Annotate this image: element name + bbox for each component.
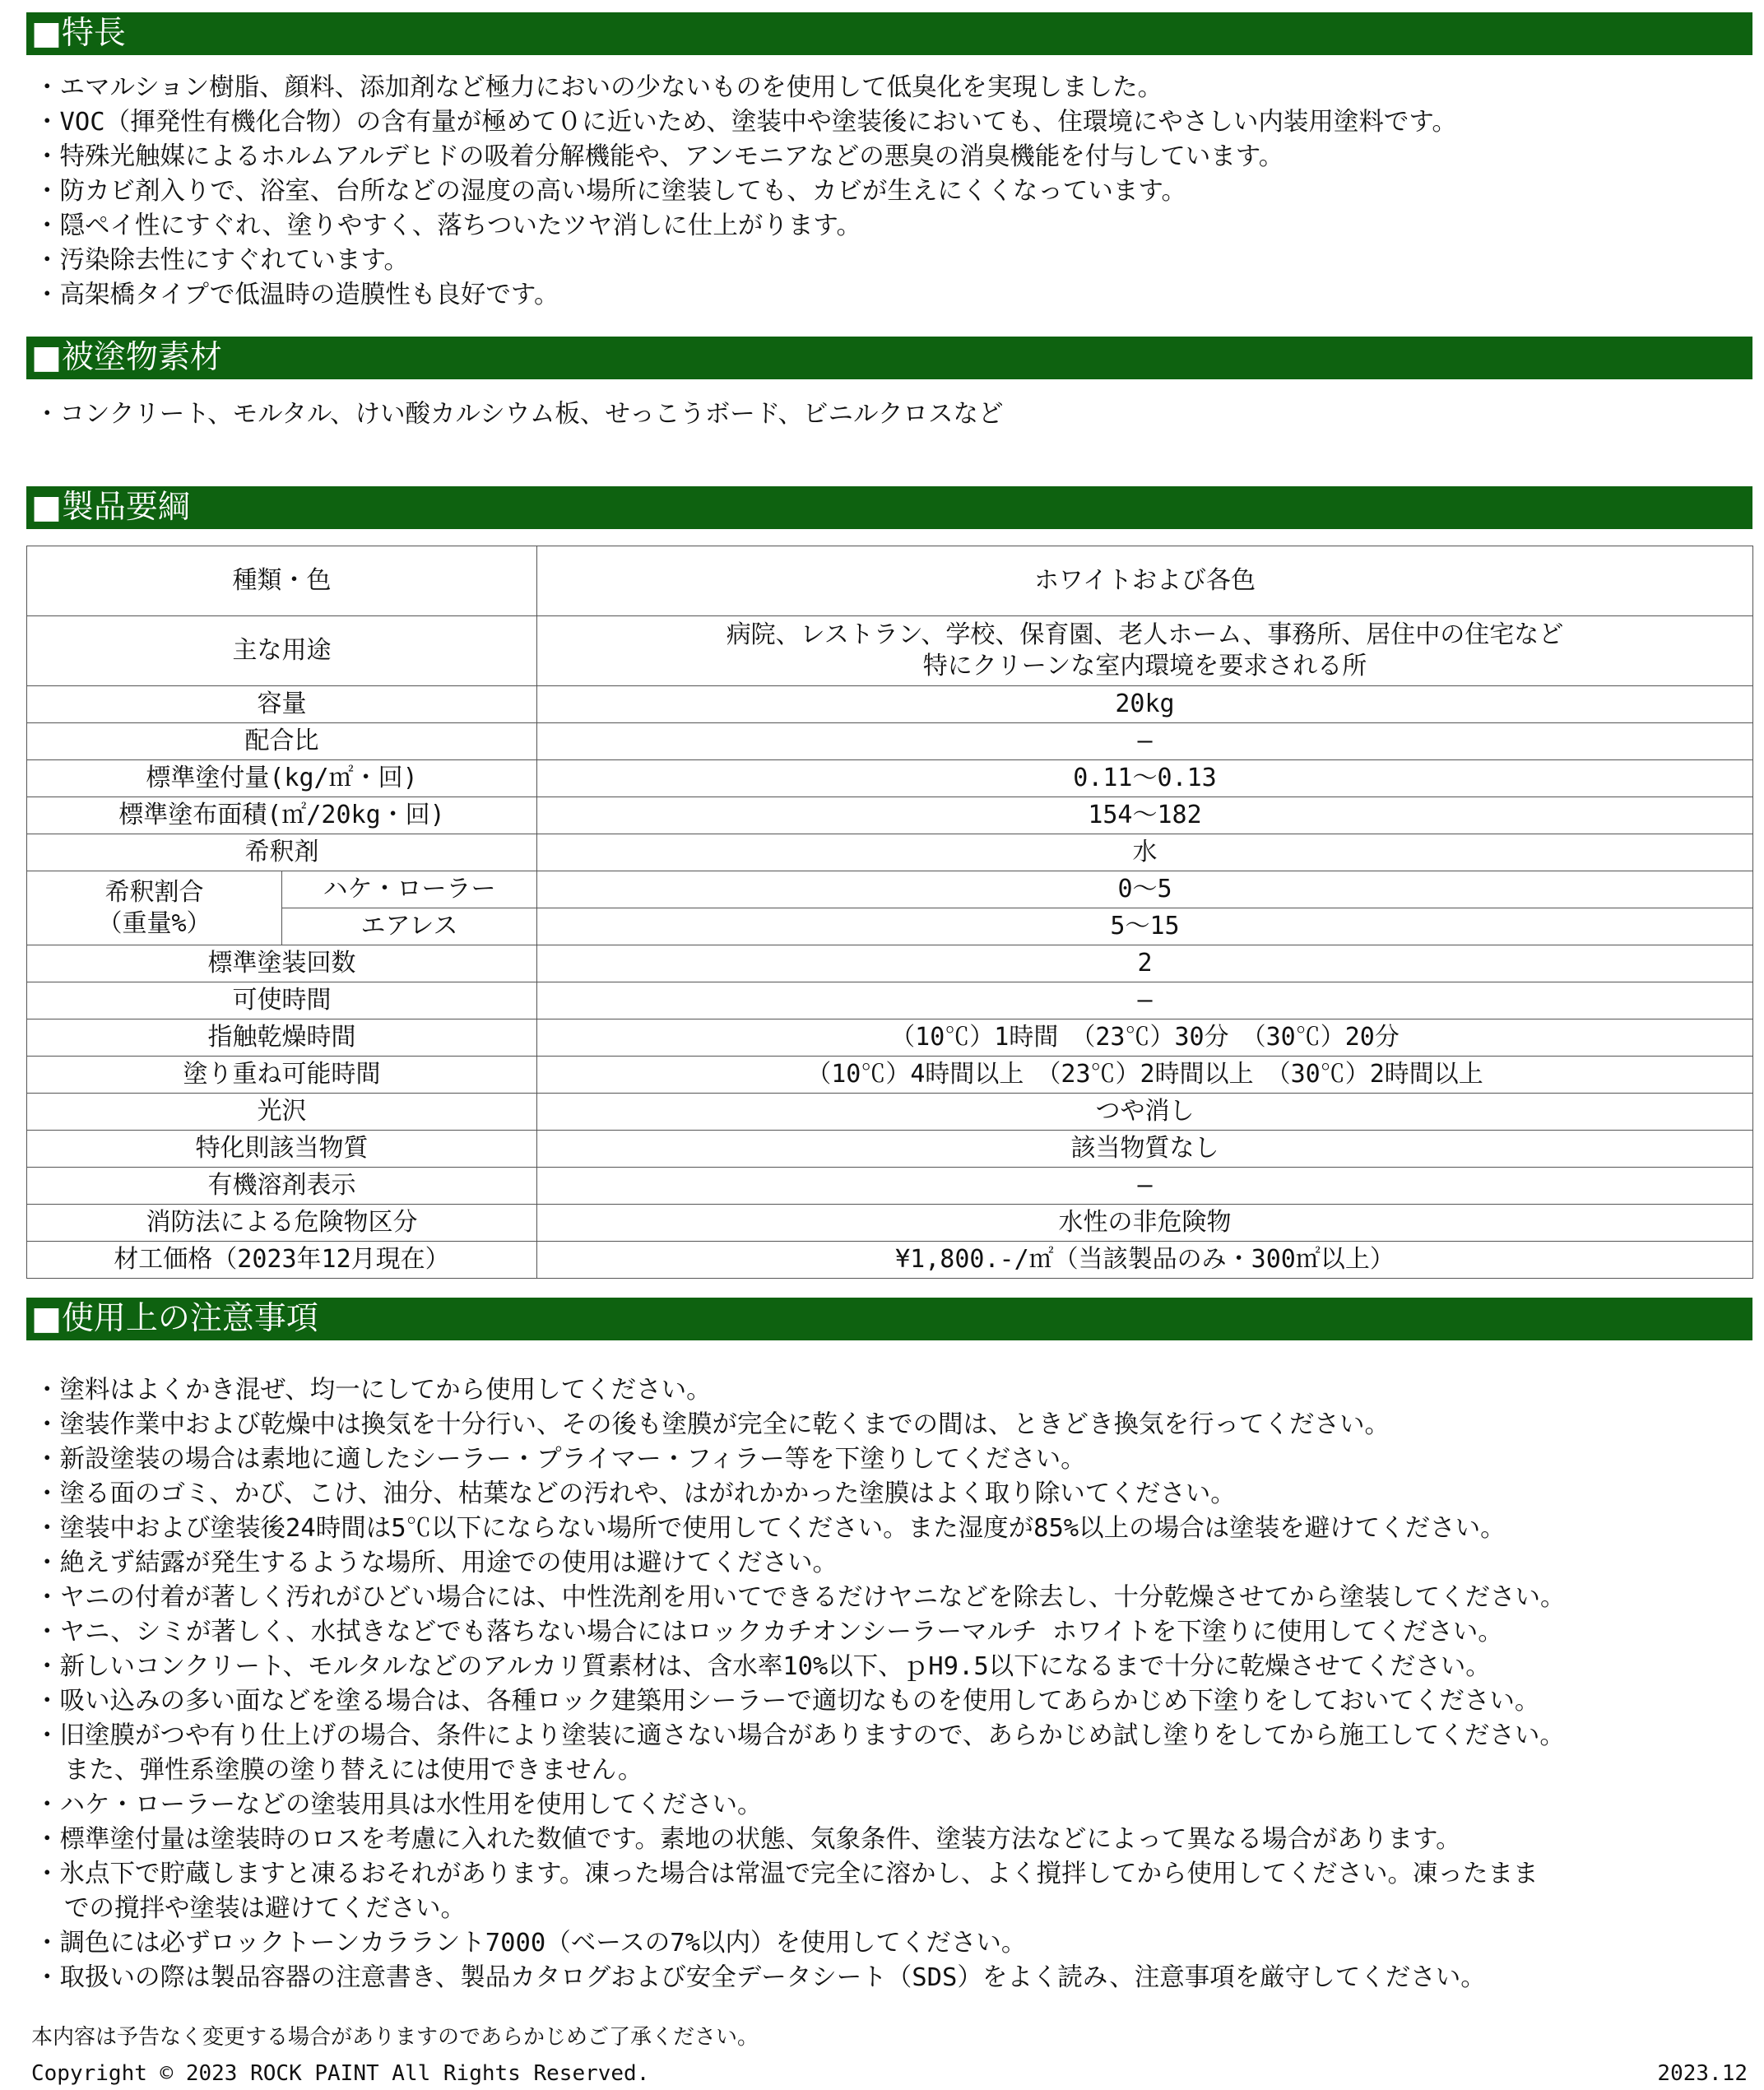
spec-value: ホワイトおよび各色 bbox=[537, 546, 1753, 616]
list-item: ・標準塗付量は塗装時のロスを考慮に入れた数値です。素地の状態、気象条件、塗装方法などによって異なる場合があります。 bbox=[35, 1825, 1461, 1854]
table-row bbox=[27, 1242, 1753, 1279]
spec-value: ¥1,800.-/㎡（当該製品のみ・300㎡以上） bbox=[537, 1242, 1753, 1279]
spec-value: — bbox=[537, 982, 1753, 1019]
table-row bbox=[27, 1057, 1753, 1094]
table-row bbox=[27, 1094, 1753, 1131]
table-row bbox=[27, 982, 1753, 1019]
spec-label: 材工価格（2023年12月現在） bbox=[27, 1242, 537, 1279]
dilution-label-line: 希釈割合 bbox=[104, 877, 204, 907]
dilution-label-line: （重量%） bbox=[97, 908, 211, 938]
table-row bbox=[27, 1205, 1753, 1242]
spec-value: 154～182 bbox=[537, 797, 1753, 834]
table-row bbox=[27, 908, 1753, 945]
footer-notice: 本内容は予告なく変更する場合がありますのであらかじめご了承ください。 bbox=[31, 2025, 759, 2050]
list-item: ・エマルション樹脂、顔料、添加剤など極力においの少ないものを使用して低臭化を実現しました。 bbox=[35, 73, 1163, 102]
spec-value: （10℃）1時間 （23℃）30分 （30℃）20分 bbox=[537, 1019, 1753, 1057]
list-item: ・VOC（揮発性有機化合物）の含有量が極めて０に近いため、塗装中や塗装後においても、住環境にやさしい内装用塗料です。 bbox=[35, 108, 1457, 137]
spec-value: （10℃）4時間以上 （23℃）2時間以上 （30℃）2時間以上 bbox=[537, 1057, 1753, 1094]
spec-label: 容量 bbox=[27, 686, 537, 723]
list-item: ・調色には必ずロックトーンカララント7000（ベースの7%以内）を使用してください。 bbox=[35, 1929, 1027, 1958]
substrates-list bbox=[26, 397, 1003, 432]
spec-label: 希釈剤 bbox=[27, 834, 537, 871]
substrates-heading: ■被塗物素材 bbox=[26, 337, 1752, 379]
spec-label: 種類・色 bbox=[27, 546, 537, 616]
table-row bbox=[27, 546, 1753, 616]
spec-label: 光沢 bbox=[27, 1094, 537, 1131]
list-item-continuation: での撹拌や塗装は避けてください。 bbox=[64, 1894, 466, 1923]
spec-label: 有機溶剤表示 bbox=[27, 1168, 537, 1205]
spec-value: 水性の非危険物 bbox=[537, 1205, 1753, 1242]
spec-label: 特化則該当物質 bbox=[27, 1131, 537, 1168]
spec-value-line: 特にクリーンな室内環境を要求される所 bbox=[922, 652, 1367, 680]
footer-date: 2023.12 bbox=[1657, 2061, 1748, 2086]
spec-label: 標準塗付量(kg/㎡・回) bbox=[27, 760, 537, 797]
list-item-continuation: また、弾性系塗膜の塗り替えには使用できません。 bbox=[64, 1756, 643, 1785]
table-row bbox=[27, 1168, 1753, 1205]
list-item: ・塗る面のゴミ、かび、こけ、油分、枯葉などの汚れや、はがれかかった塗膜はよく取り除いてください。 bbox=[35, 1479, 1236, 1508]
cautions-list bbox=[26, 1373, 1566, 1995]
list-item: ・塗装作業中および乾燥中は換気を十分行い、その後も塗膜が完全に乾くまでの間は、ときどき換気を行ってください。 bbox=[35, 1410, 1390, 1439]
features-list bbox=[26, 71, 1457, 313]
footer-copyright: Copyright © 2023 ROCK PAINT All Rights Reserved. bbox=[31, 2061, 650, 2086]
list-item: ・高架橋タイプで低温時の造膜性も良好です。 bbox=[35, 281, 559, 309]
table-row bbox=[27, 723, 1753, 760]
list-item: ・防カビ剤入りで、浴室、台所などの湿度の高い場所に塗装しても、カビが生えにくくなっています。 bbox=[35, 177, 1186, 206]
spec-heading: ■製品要綱 bbox=[26, 486, 1752, 529]
list-item: ・ハケ・ローラーなどの塗装用具は水性用を使用してください。 bbox=[35, 1790, 763, 1819]
spec-value: 水 bbox=[537, 834, 1753, 871]
spec-label: 主な用途 bbox=[27, 616, 537, 686]
spec-value: つや消し bbox=[537, 1094, 1753, 1131]
spec-value bbox=[537, 616, 1753, 686]
table-row bbox=[27, 797, 1753, 834]
table-row bbox=[27, 760, 1753, 797]
spec-value: 20kg bbox=[537, 686, 1753, 723]
spec-label: 標準塗装回数 bbox=[27, 945, 537, 982]
list-item: ・塗装中および塗装後24時間は5℃以下にならない場所で使用してください。また湿度が85%以上の場合は塗装を避けてください。 bbox=[35, 1514, 1506, 1543]
dilution-sub-label: エアレス bbox=[282, 908, 537, 945]
list-item: ・吸い込みの多い面などを塗る場合は、各種ロック建築用シーラーで適切なものを使用してあらかじめ下塗りをしておいてください。 bbox=[35, 1687, 1540, 1716]
dilution-sub-label: ハケ・ローラー bbox=[282, 871, 537, 908]
list-item: ・ヤニ、シミが著しく、水拭きなどでも落ちない場合にはロックカチオンシーラーマルチ ホワイトを下塗りに使用してください。 bbox=[35, 1618, 1503, 1646]
spec-label: 標準塗布面積(㎡/20kg・回) bbox=[27, 797, 537, 834]
list-item: ・汚染除去性にすぐれています。 bbox=[35, 246, 410, 275]
spec-value: 0～5 bbox=[537, 871, 1753, 908]
spec-value: 該当物質なし bbox=[537, 1131, 1753, 1168]
list-item: ・取扱いの際は製品容器の注意書き、製品カタログおよび安全データシート（SDS）をよく読み、注意事項を厳守してください。 bbox=[35, 1963, 1486, 1992]
list-item: ・絶えず結露が発生するような場所、用途での使用は避けてください。 bbox=[35, 1549, 838, 1577]
table-row bbox=[27, 1019, 1753, 1057]
list-item: ・ヤニの付着が著しく汚れがひどい場合には、中性洗剤を用いてできるだけヤニなどを除去し、十分乾燥させてから塗装してください。 bbox=[35, 1583, 1566, 1612]
spec-table bbox=[26, 546, 1753, 1279]
table-row bbox=[27, 834, 1753, 871]
spec-value: — bbox=[537, 723, 1753, 760]
spec-label: 配合比 bbox=[27, 723, 537, 760]
spec-label: 指触乾燥時間 bbox=[27, 1019, 537, 1057]
spec-label: 消防法による危険物区分 bbox=[27, 1205, 537, 1242]
list-item: ・新設塗装の場合は素地に適したシーラー・プライマー・フィラー等を下塗りしてください。 bbox=[35, 1445, 1086, 1474]
spec-value: 5～15 bbox=[537, 908, 1753, 945]
spec-label: 可使時間 bbox=[27, 982, 537, 1019]
table-row bbox=[27, 616, 1753, 686]
features-heading: ■特長 bbox=[26, 12, 1752, 55]
list-item: ・隠ペイ性にすぐれ、塗りやすく、落ちついたツヤ消しに仕上がります。 bbox=[35, 211, 861, 240]
table-row bbox=[27, 1131, 1753, 1168]
spec-value: 0.11～0.13 bbox=[537, 760, 1753, 797]
spec-value-line: 病院、レストラン、学校、保育園、老人ホーム、事務所、居住中の住宅など bbox=[726, 620, 1564, 649]
table-row bbox=[27, 686, 1753, 723]
list-item: ・塗料はよくかき混ぜ、均一にしてから使用してください。 bbox=[35, 1376, 712, 1405]
dilution-label bbox=[27, 871, 282, 945]
list-item: ・氷点下で貯蔵しますと凍るおそれがあります。凍った場合は常温で完全に溶かし、よく撹拌してから使用してください。凍ったまま bbox=[35, 1860, 1539, 1888]
table-row bbox=[27, 945, 1753, 982]
list-item: ・新しいコンクリート、モルタルなどのアルカリ質素材は、含水率10%以下、ｐH9.5以下になるまで十分に乾燥させてください。 bbox=[35, 1652, 1491, 1681]
spec-label: 塗り重ね可能時間 bbox=[27, 1057, 537, 1094]
table-row bbox=[27, 871, 1753, 908]
list-item: ・特殊光触媒によるホルムアルデヒドの吸着分解機能や、アンモニアなどの悪臭の消臭機能を付与しています。 bbox=[35, 142, 1284, 171]
list-item: ・旧塗膜がつや有り仕上げの場合、条件により塗装に適さない場合がありますので、あらかじめ試し塗りをしてから施工してください。 bbox=[35, 1721, 1565, 1750]
cautions-heading: ■使用上の注意事項 bbox=[26, 1298, 1752, 1340]
spec-value: — bbox=[537, 1168, 1753, 1205]
list-item: ・コンクリート、モルタル、けい酸カルシウム板、せっこうボード、ビニルクロスなど bbox=[35, 400, 1004, 429]
spec-value: 2 bbox=[537, 945, 1753, 982]
